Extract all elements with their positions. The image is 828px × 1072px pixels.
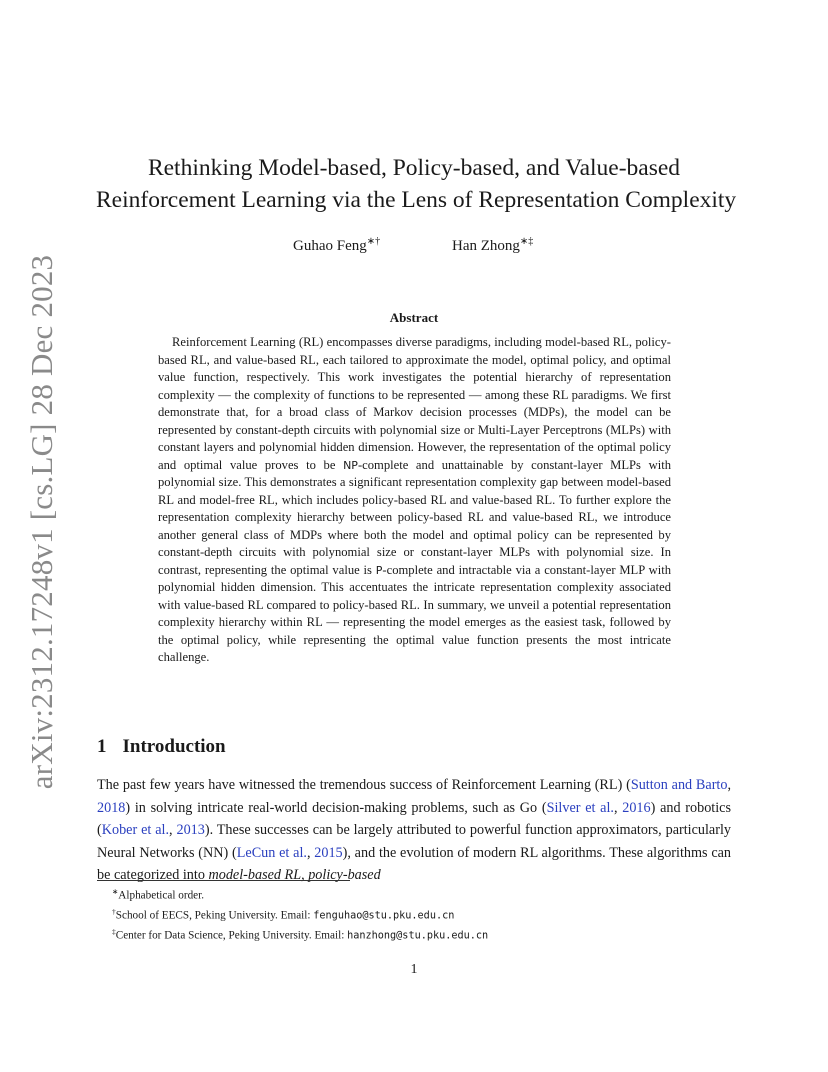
author-marks: ∗‡ <box>519 236 534 247</box>
author-guhao-feng: Guhao Feng∗† <box>293 236 381 254</box>
complexity-class-p: P <box>375 563 383 577</box>
title-line-2: Reinforcement Learning via the Lens of Representation Complexity <box>96 187 737 213</box>
title-line-1: Rethinking Model-based, Policy-based, and Value-based <box>147 155 681 181</box>
email-address[interactable]: hanzhong@stu.pku.edu.cn <box>347 931 489 943</box>
emphasis-text: model-based RL <box>208 867 302 883</box>
citation-link[interactable]: Kober et al. <box>101 822 170 838</box>
citation-link[interactable]: 2016 <box>622 799 651 816</box>
footnote-affiliation-zhong: ‡Center for Data Science, Peking University. Email: hanzhong@stu.pku.edu.cn <box>112 927 489 943</box>
author-marks: ∗† <box>366 236 381 247</box>
citation-link[interactable]: LeCun et al. <box>236 844 307 861</box>
abstract-body: Reinforcement Learning (RL) encompasses diverse paradigms, including model-based RL, policy-based RL, and value-based RL, each tailored to approximate the model, optimal policy, and optimal value function, respectively. This work investigates the potential hierarchy of representation complexity — the complexity of functions to be represented — among these RL paradigms. We first demonstrate that, for a broad class of Markov decision processes (MDPs), the model can be represented by constant-depth circuits with polynomial size or Multi-Layer Perceptrons (MLPs) with constant layers and polynomial hidden dimension. However, the representation of the optimal policy and optimal value proves to be NP-complete and unattainable by constant-layer MLPs with polynomial size. This demonstrates a significant representation complexity gap between model-based RL and model-free RL, which includes policy-based RL and value-based RL. To further explore the representation complexity hierarchy between policy-based RL and value-based RL, we introduce another general class of MDPs where both the model and optimal policy can be represented by constant-depth circuits with polynomial size or constant-layer MLPs with polynomial size. In contrast, representing the optimal value is P-complete and intractable via a constant-layer MLP with polynomial hidden dimension. This accentuates the intricate representation complexity associated with value-based RL compared to policy-based RL. In summary, we unveil a potential representation complexity hierarchy within RL — representing the model emerges as the easiest task, followed by the optimal policy, while representing the optimal value function presents the most intricate challenge. <box>158 335 671 664</box>
citation-link[interactable]: 2013 <box>176 822 205 838</box>
footnote-alphabetical: ∗Alphabetical order. <box>112 887 205 902</box>
section-number: 1 <box>97 736 107 757</box>
section-heading <box>97 736 226 758</box>
citation-link[interactable]: 2015 <box>314 844 343 861</box>
footnote-rule <box>97 880 350 881</box>
page-number: 1 <box>410 962 418 977</box>
author-han-zhong: Han Zhong∗‡ <box>452 236 534 254</box>
citation-link[interactable]: Sutton and Barto <box>630 777 728 793</box>
footnotes <box>112 884 488 945</box>
emphasis-text: policy-based <box>308 867 381 883</box>
abstract-heading: Abstract <box>389 310 439 325</box>
section-title: Introduction <box>122 736 226 757</box>
footnote-affiliation-feng: †School of EECS, Peking University. Email: fenguhao@stu.pku.edu.cn <box>112 906 455 922</box>
complexity-class-np: NP <box>343 458 358 472</box>
arxiv-identifier: arXiv:2312.17248v1 [cs.LG] 28 Dec 2023 <box>24 254 59 790</box>
paper-title <box>96 152 737 216</box>
citation-link[interactable]: Silver et al. <box>546 799 614 816</box>
email-address[interactable]: fenguhao@stu.pku.edu.cn <box>313 910 455 922</box>
intro-paragraph: The past few years have witnessed the tremendous success of Reinforcement Learning (RL) (Sutton and Barto, 2018) in solving intricate real-world decision-making problems, such as Go (Silver et al., 2016) and robotics (Kober et al., 2013). These successes can be largely attributed to powerful function approximators, particularly Neural Networks (NN) (LeCun et al., 2015), and the evolution of modern RL algorithms. These algorithms can be categorized into model-based RL, policy-based <box>97 777 732 883</box>
citation-link[interactable]: 2018 <box>97 799 126 816</box>
